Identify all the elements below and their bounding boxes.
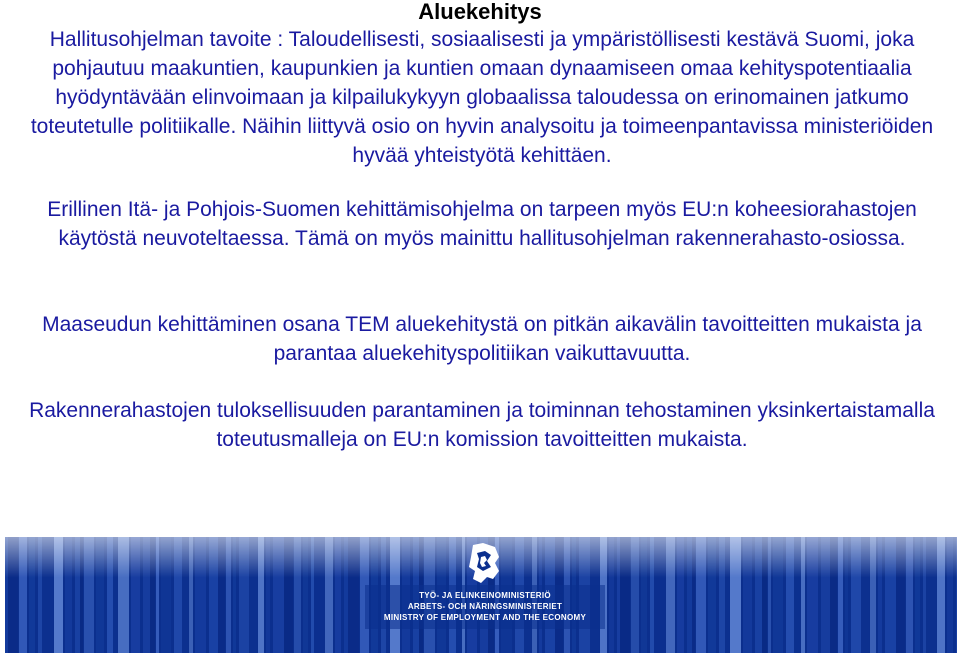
finnish-lion-crest-icon xyxy=(469,543,499,583)
paragraph-government-goal: Hallitusohjelman tavoite : Taloudellisesti, sosiaalisesti ja ympäristöllisesti kestävä Suomi, joka pohjautuu maakuntien, kaupunkien ja kuntien omaan dynaamiseen omaa kehityspotentiaalia hyödyntävään elinvoimaan ja kilpailukykyyn globaalissa taloudessa on erinomainen jatkumo toteutetulle politiikalle. Näihin liittyvä osio on hyvin analysoitu ja toimeenpantavissa ministeriöiden hyvää yhteistyötä kehittäen. xyxy=(30,28,934,167)
slide-title: Aluekehitys xyxy=(418,0,542,24)
ministry-name-en: MINISTRY OF EMPLOYMENT AND THE ECONOMY xyxy=(383,613,587,622)
paragraph-rural-development: Maaseudun kehittäminen osana TEM aluekehitystä on pitkän aikavälin tavoitteitten mukaista ja parantaa aluekehityspolitiikan vaikuttavuutta. xyxy=(42,313,922,365)
footer-band xyxy=(5,537,957,653)
ministry-name-sv: ARBETS- OCH NÄRINGSMINISTERIET xyxy=(407,602,563,611)
ministry-name-fi: TYÖ- JA ELINKEINOMINISTERIÖ xyxy=(419,591,551,600)
paragraph-east-north-program: Erillinen Itä- ja Pohjois-Suomen kehittämisohjelma on tarpeen myös EU:n koheesiorahastojen käytöstä neuvoteltaessa. Tämä on myös mainittu hallitusohjelman rakennerahasto-osiossa. xyxy=(47,198,917,250)
paragraph-structural-funds: Rakennerahastojen tuloksellisuuden parantaminen ja toiminnan tehostaminen yksinkertaistamalla toteutusmalleja on EU:n komission tavoitteitten mukaista. xyxy=(29,399,935,451)
